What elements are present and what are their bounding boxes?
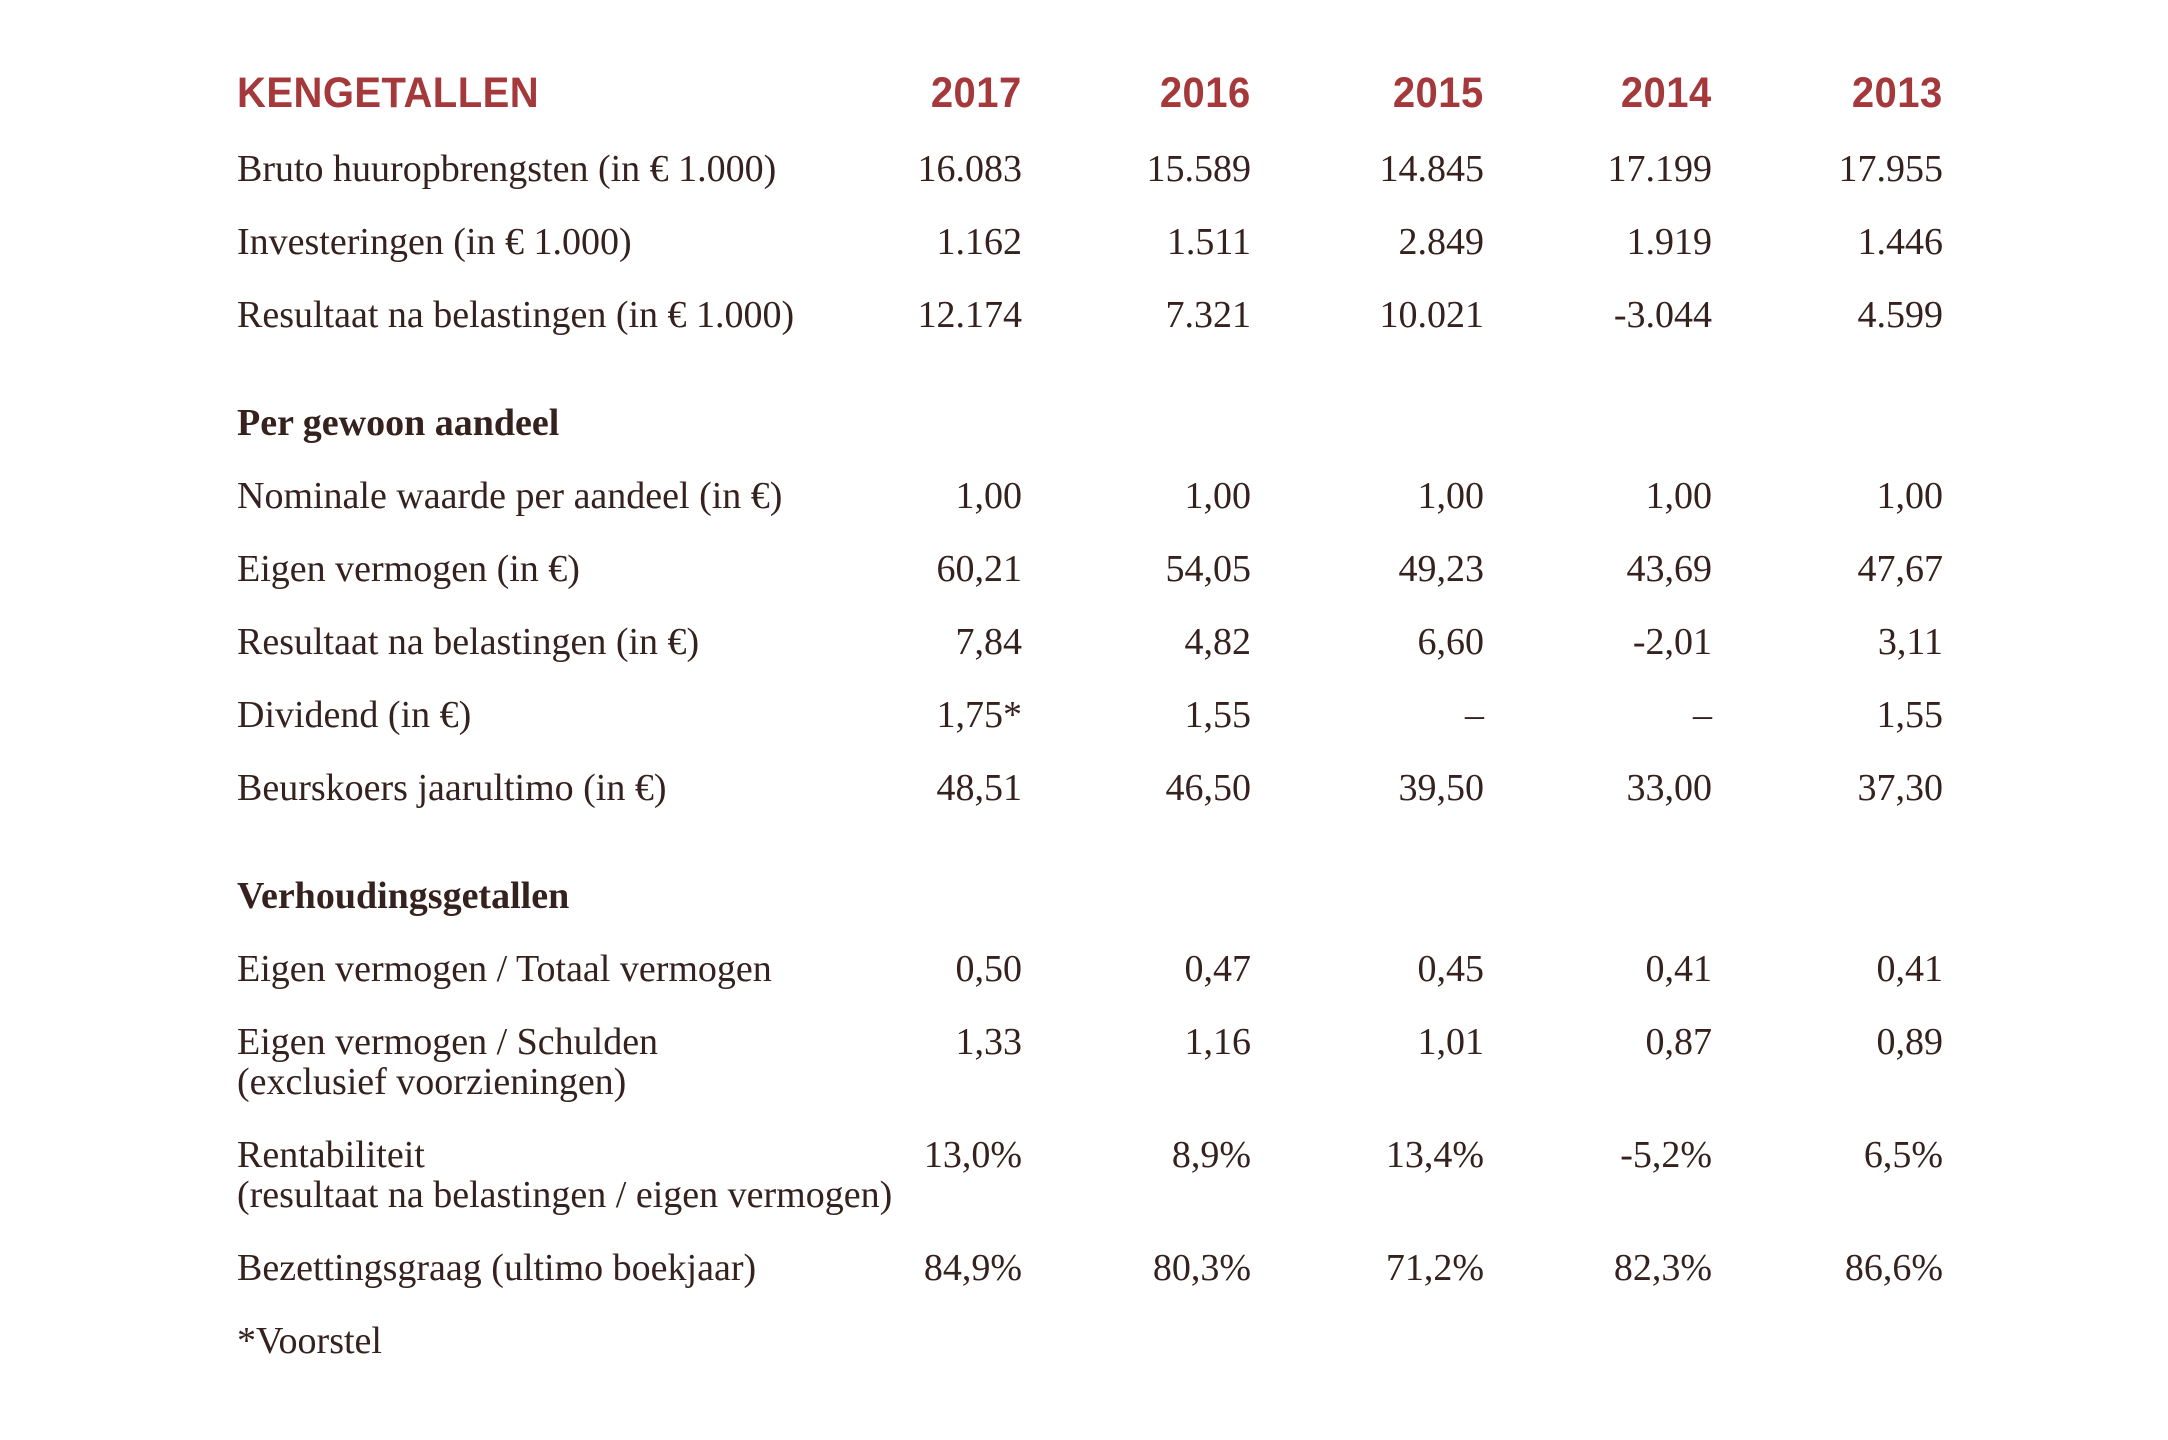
year-column-header-2014: 2014	[1621, 69, 1712, 117]
table-row	[237, 589, 1943, 662]
cell-value: 54,05	[1165, 548, 1251, 590]
year-column-header-2017: 2017	[931, 69, 1022, 117]
cell-value: 71,2%	[1385, 1247, 1484, 1289]
cell-value: 15.589	[1146, 148, 1251, 190]
row-label: Nominale waarde per aandeel (in €)	[237, 475, 783, 517]
table-header-row	[237, 70, 1943, 116]
row-label	[237, 1102, 893, 1216]
section-heading-row	[237, 335, 1943, 443]
footnote-row	[237, 1288, 1943, 1361]
cell-value: 8,9%	[1171, 1134, 1251, 1176]
year-column-header-2013: 2013	[1852, 69, 1943, 117]
cell-value: 13,4%	[1385, 1134, 1484, 1176]
cell-value: 1,00	[1417, 475, 1484, 517]
row-label: Eigen vermogen / Totaal vermogen	[237, 948, 772, 990]
table-title: KENGETALLEN	[237, 69, 540, 117]
cell-value: 47,67	[1857, 548, 1943, 590]
row-label-line2: (exclusief voorzieningen)	[237, 1061, 627, 1103]
cell-value: 1,75*	[936, 694, 1022, 736]
section-heading: Per gewoon aandeel	[237, 402, 560, 444]
cell-value: 1.162	[936, 221, 1022, 263]
row-label: Bruto huuropbrengsten (in € 1.000)	[237, 148, 777, 190]
cell-value: 33,00	[1626, 767, 1712, 809]
cell-value: 0,41	[1645, 948, 1712, 990]
cell-value: 49,23	[1398, 548, 1484, 590]
year-column-header-2016: 2016	[1160, 69, 1251, 117]
table-row	[237, 116, 1943, 189]
table-row	[237, 1215, 1943, 1288]
cell-value: 1,00	[1876, 475, 1943, 517]
cell-value: 13,0%	[923, 1134, 1022, 1176]
table-row	[237, 989, 1943, 1102]
cell-value: 1,01	[1417, 1021, 1484, 1063]
cell-value: -2,01	[1632, 621, 1712, 663]
cell-value: 16.083	[917, 148, 1022, 190]
cell-value: 86,6%	[1844, 1247, 1943, 1289]
cell-value: 1,33	[955, 1021, 1022, 1063]
cell-value: 4.599	[1857, 294, 1943, 336]
cell-value: 7.321	[1165, 294, 1251, 336]
cell-value: 1,00	[1645, 475, 1712, 517]
cell-value: 17.199	[1607, 148, 1712, 190]
section-heading-row	[237, 808, 1943, 916]
cell-value: 1.919	[1626, 221, 1712, 263]
cell-value: 0,50	[955, 948, 1022, 990]
row-label: Dividend (in €)	[237, 694, 472, 736]
cell-value: –	[1693, 694, 1712, 736]
cell-value: 1,55	[1184, 694, 1251, 736]
row-label-line1: Eigen vermogen / Schulden	[237, 1021, 659, 1063]
cell-value: 60,21	[936, 548, 1022, 590]
cell-value: 0,87	[1645, 1021, 1712, 1063]
key-figures-table	[237, 70, 1943, 1361]
table-row	[237, 443, 1943, 516]
cell-value: 2.849	[1398, 221, 1484, 263]
cell-value: 37,30	[1857, 767, 1943, 809]
cell-value: 1,55	[1876, 694, 1943, 736]
table-row	[237, 189, 1943, 262]
row-label-line2: (resultaat na belastingen / eigen vermogen)	[237, 1174, 893, 1216]
key-figures-table-sheet	[237, 70, 1943, 1361]
table-row	[237, 916, 1943, 989]
cell-value: 1,00	[955, 475, 1022, 517]
cell-value: -5,2%	[1620, 1134, 1712, 1176]
table-row	[237, 735, 1943, 808]
cell-value: -3.044	[1613, 294, 1712, 336]
table-row	[237, 516, 1943, 589]
cell-value: 39,50	[1398, 767, 1484, 809]
row-label	[237, 989, 797, 1102]
cell-value: 1.446	[1857, 221, 1943, 263]
table-row	[237, 262, 1943, 335]
cell-value: 46,50	[1165, 767, 1251, 809]
cell-value: 43,69	[1626, 548, 1712, 590]
row-label: Resultaat na belastingen (in €)	[237, 621, 700, 663]
cell-value: 7,84	[955, 621, 1022, 663]
cell-value: 6,60	[1417, 621, 1484, 663]
cell-value: 12.174	[917, 294, 1022, 336]
row-label-line1: Rentabiliteit	[237, 1134, 425, 1176]
cell-value: 0,47	[1184, 948, 1251, 990]
cell-value: 48,51	[936, 767, 1022, 809]
cell-value: 17.955	[1838, 148, 1943, 190]
cell-value: 1,00	[1184, 475, 1251, 517]
year-column-header-2015: 2015	[1393, 69, 1484, 117]
cell-value: 0,45	[1417, 948, 1484, 990]
row-label: Investeringen (in € 1.000)	[237, 221, 632, 263]
cell-value: 80,3%	[1152, 1247, 1251, 1289]
cell-value: –	[1465, 694, 1484, 736]
row-label: Eigen vermogen (in €)	[237, 548, 580, 590]
cell-value: 14.845	[1379, 148, 1484, 190]
cell-value: 1.511	[1166, 221, 1251, 263]
section-heading: Verhoudingsgetallen	[237, 875, 570, 917]
cell-value: 1,16	[1184, 1021, 1251, 1063]
cell-value: 4,82	[1184, 621, 1251, 663]
cell-value: 3,11	[1877, 621, 1943, 663]
footnote: *Voorstel	[237, 1320, 382, 1362]
row-label: Resultaat na belastingen (in € 1.000)	[237, 294, 795, 336]
row-label: Bezettingsgraag (ultimo boekjaar)	[237, 1247, 757, 1289]
table-row	[237, 662, 1943, 735]
cell-value: 84,9%	[923, 1247, 1022, 1289]
cell-value: 0,41	[1876, 948, 1943, 990]
cell-value: 0,89	[1876, 1021, 1943, 1063]
cell-value: 10.021	[1379, 294, 1484, 336]
cell-value: 82,3%	[1613, 1247, 1712, 1289]
table-row	[237, 1102, 1943, 1215]
cell-value: 6,5%	[1863, 1134, 1943, 1176]
row-label: Beurskoers jaarultimo (in €)	[237, 767, 667, 809]
